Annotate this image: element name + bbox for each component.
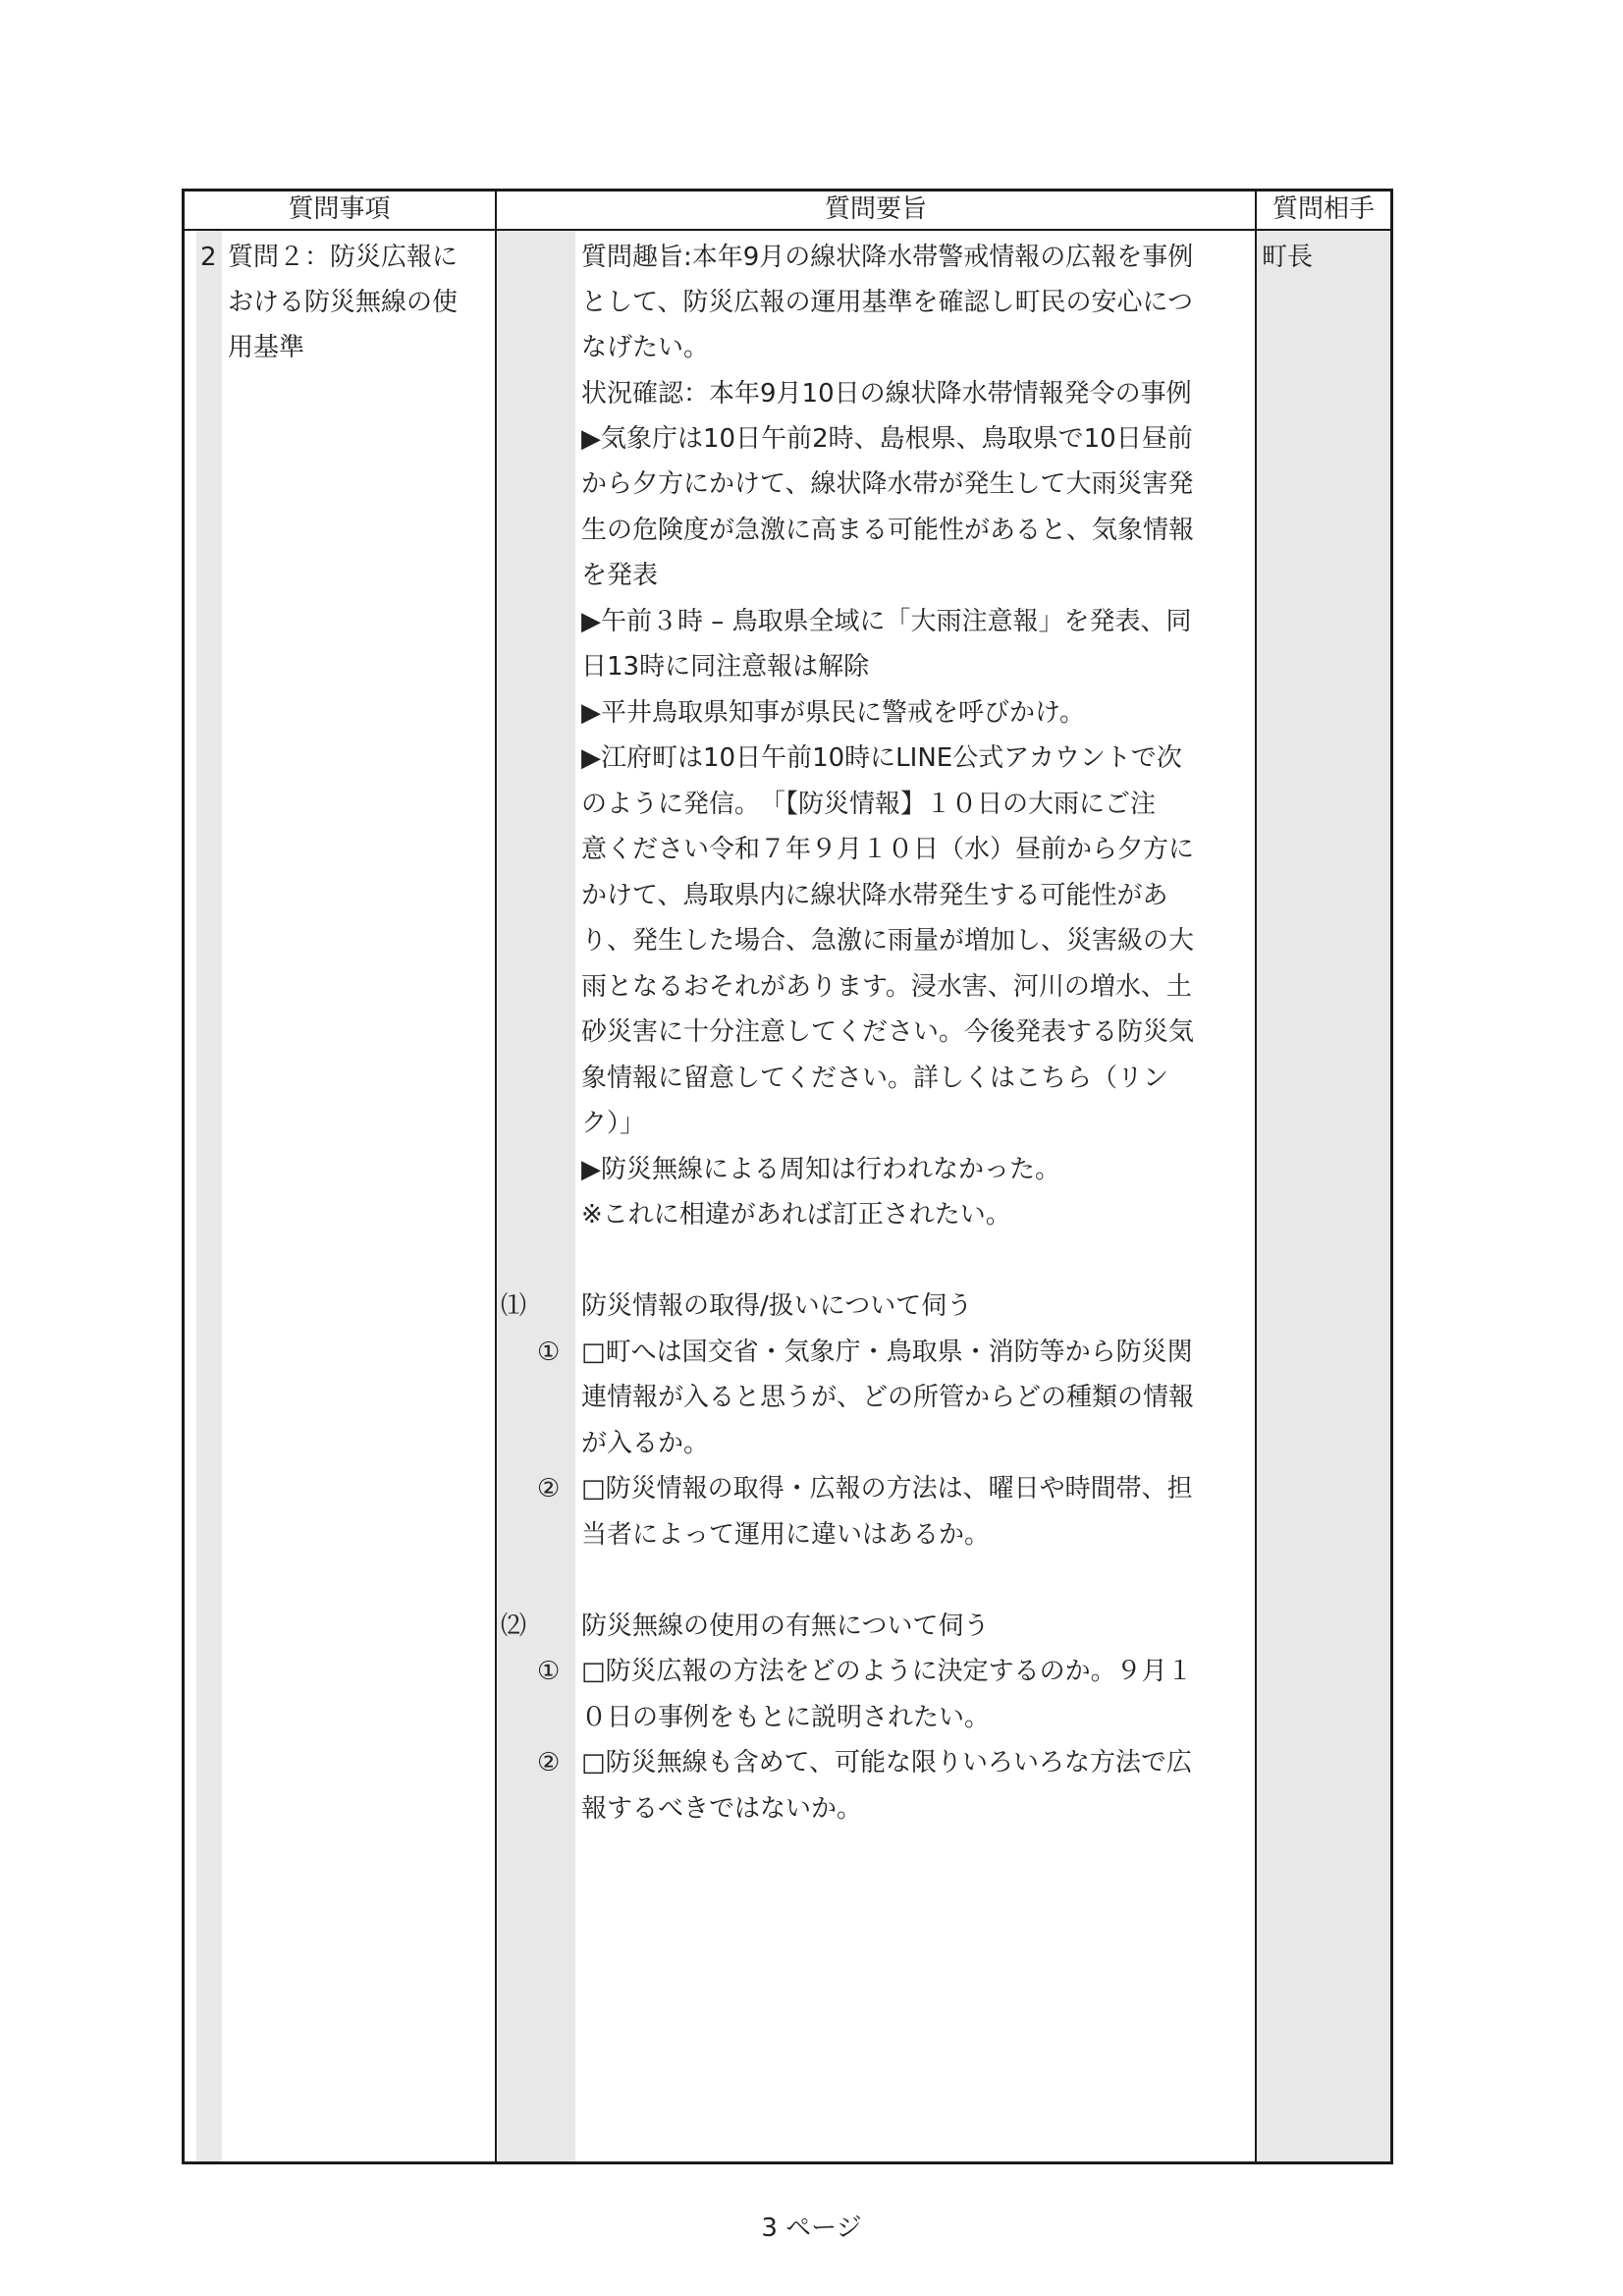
intro-line: 象情報に留意してください。詳しくはこちら（リン (581, 1064, 1169, 1093)
intro-line: 質問趣旨:本年9月の線状降水帯警戒情報の広報を事例 (581, 243, 1194, 272)
question-line: 連情報が入ると思うが、どの所管からどの種類の情報 (581, 1383, 1195, 1412)
section-marker: ⑵ (501, 1612, 527, 1641)
intro-line: 意ください令和７年９月１０日（水）昼前から夕方に (581, 835, 1195, 864)
intro-line: ▶防災無線による周知は行われなかった。 (581, 1155, 1060, 1184)
item-marker: ① (537, 1657, 561, 1686)
intro-line: から夕方にかけて、線状降水帯が発生して大雨災害発 (581, 469, 1194, 499)
intro-line: ▶平井鳥取県知事が県民に警戒を呼びかけ。 (581, 698, 1085, 728)
question-line: 当者によって運用に違いはあるか。 (581, 1520, 991, 1550)
header-target: 質問相手 (1271, 194, 1375, 224)
header-item: 質問事項 (288, 194, 391, 224)
intro-line: ▶江府町は10日午前10時にLINE公式アカウントで次 (581, 743, 1182, 773)
question-line: □町へは国交省・気象庁・鳥取県・消防等から防災関 (581, 1338, 1193, 1367)
section-title: 防災無線の使用の有無について伺う (581, 1612, 990, 1641)
question-line: が入るか。 (581, 1429, 710, 1458)
intro-line: かけて、鳥取県内に線状降水帯発生する可能性があ (581, 881, 1168, 910)
item-marker: ② (537, 1474, 561, 1503)
section-marker: ⑴ (501, 1291, 527, 1321)
row-number: 2 (200, 243, 217, 272)
intro-line: なげたい。 (581, 333, 710, 362)
intro-line: を発表 (581, 561, 659, 590)
intro-line: として、防災広報の運用基準を確認し町民の安心につ (581, 288, 1193, 317)
col-divider-1 (495, 189, 497, 2164)
question-line: □防災無線も含めて、可能な限りいろいろな方法で広 (581, 1748, 1193, 1777)
intro-line: ク）」 (581, 1109, 646, 1138)
page-number: 3 ページ (761, 2214, 862, 2243)
intro-line: 生の危険度が急激に高まる可能性があると、気象情報 (581, 516, 1195, 545)
item-line-2: おける防災無線の使 (228, 288, 459, 317)
intro-line: のように発信。 「【防災情報】１０日の大雨にご注 (581, 790, 1157, 819)
intro-line: ※これに相違があれば訂正されたい。 (581, 1200, 1011, 1230)
item-line-1: 質問２：防災広報に (228, 243, 459, 272)
question-line: □防災情報の取得・広報の方法は、曜日や時間帯、担 (581, 1474, 1193, 1503)
question-line: □防災広報の方法をどのように決定するのか。９月１ (581, 1657, 1193, 1686)
item-line-3: 用基準 (228, 333, 305, 362)
item-marker: ② (537, 1748, 561, 1777)
intro-line: り、発生した場合、急激に雨量が増加し、災害級の大 (581, 926, 1195, 956)
header-summary: 質問要旨 (824, 194, 927, 224)
question-line: 報するべきではないか。 (581, 1794, 863, 1824)
section-title: 防災情報の取得/扱いについて伺う (581, 1291, 973, 1321)
header-divider (182, 229, 1393, 231)
col-divider-2 (1255, 189, 1257, 2164)
intro-line: ▶気象庁は10日午前2時、島根県、鳥取県で10日昼前 (581, 424, 1193, 454)
item-marker: ① (537, 1338, 561, 1367)
intro-line: 状況確認：本年9月10日の線状降水帯情報発令の事例 (581, 379, 1192, 409)
target-name: 町長 (1262, 243, 1314, 272)
intro-line: 日13時に同注意報は解除 (581, 652, 870, 682)
intro-line: 砂災害に十分注意してください。今後発表する防災気 (581, 1017, 1195, 1047)
question-line: ０日の事例をもとに説明されたい。 (581, 1703, 991, 1732)
intro-line: 雨となるおそれがあります。浸水害、河川の増水、土 (581, 972, 1192, 1002)
intro-line: ▶午前３時 – 鳥取県全域に「大雨注意報」を発表、同 (581, 607, 1192, 636)
